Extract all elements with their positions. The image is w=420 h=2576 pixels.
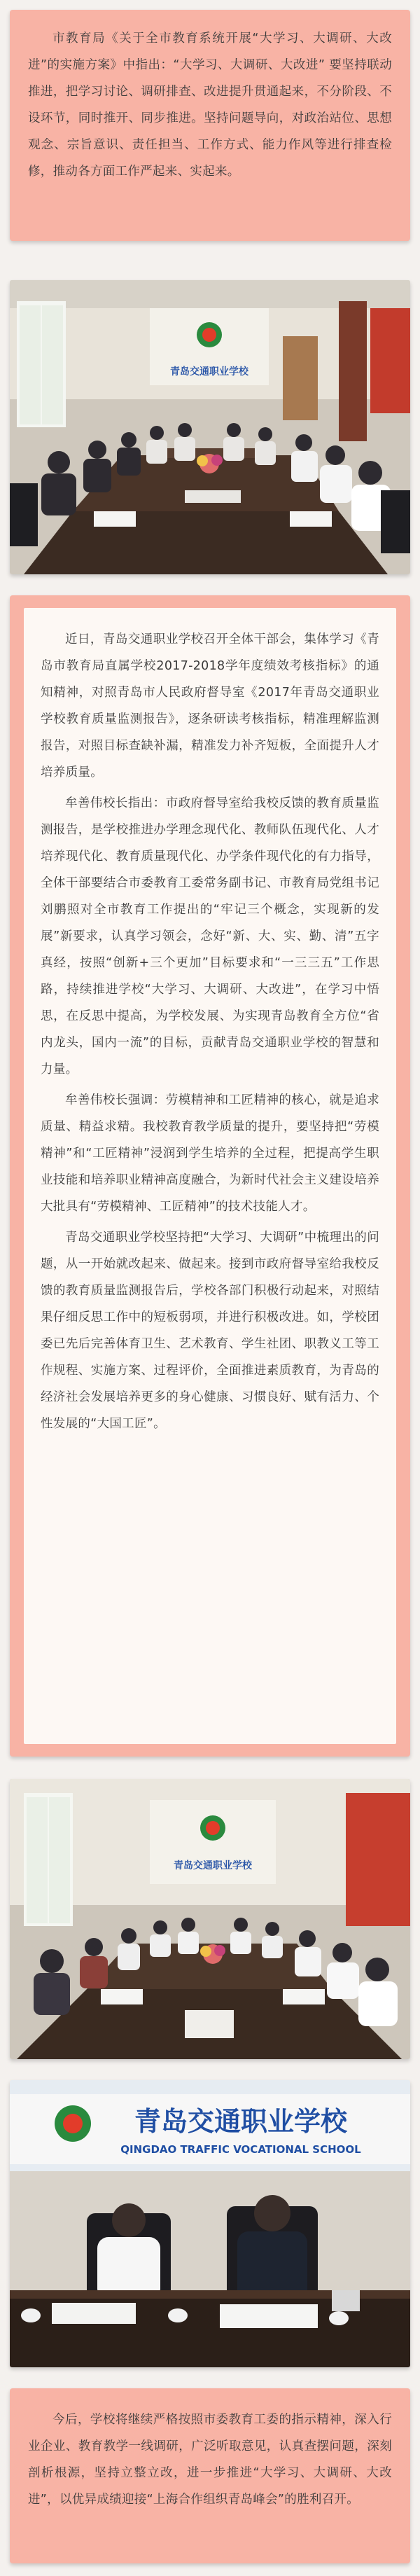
closing-paragraph: 今后，学校将继续严格按照市委教育工委的指示精神，深入行业企业、教育教学一线调研，广泛听取意见，认真查摆问题，深刻剖析根源，坚持立整立改，进一步推进“大学习、大调研、大改进”，以优异成绩迎接“上海合作组织青岛峰会”的胜利召开。 [28,2413,392,2507]
school-sign: 青岛交通职业学校 [134,2106,348,2137]
meeting-photo-2 [10,1779,410,2059]
article-paragraph: 青岛交通职业学校坚持把“大学习、大调研”中梳理出的问题，从一开始就改起来、做起来。接到市政府督导室给我校反馈的教育质量监测报告后，学校各部门积极行动起来，对照结果仔细反思工作中的短板弱项，并进行积极改进。如，学校团委已先后完善体育卫生、艺术教育、学生社团、职教义工等工作规程、实施方案、过程评价，全面推进素质教育，为青岛的经济社会发展培养更多的身心健康、习惯良好、赋有活力、个性发展的“大国工匠”。 [41,1231,379,1431]
closing-box [10,2388,410,2563]
intro-box [10,10,410,241]
intro-paragraph: 市教育局《关于全市教育系统开展“大学习、大调研、大改进”的实施方案》中指出：“大学习、大调研、大改进” 要坚持联动推进，把学习讨论、调研排查、改进提升贯通起来，不分阶段、不设环节，同时推开、同步推进。坚持问题导向，对政治站位、思想观念、宗旨意识、责任担当、工作方式、能力作风等进行排查检修，推动各方面工作严起来、实起来。 [28,32,392,179]
meeting-photo-1 [10,280,410,574]
article-paragraph: 牟善伟校长强调：劳模精神和工匠精神的核心，就是追求质量、精益求精。我校教育教学质量的提升，要坚持把“劳模精神”和“工匠精神”浸润到学生培养的全过程，把提高学生职业技能和培养职业精神高度融合，为新时代社会主义建设培养大批具有“劳模精神、工匠精神”的技术技能人才。 [41,1093,379,1214]
meeting-photo-3 [10,2080,410,2367]
room-sign: 青岛交通职业学校 [170,366,248,378]
room-sign: 青岛交通职业学校 [174,1860,252,1871]
article-box [10,595,410,1757]
article-paragraph: 近日，青岛交通职业学校召开全体干部会，集体学习《青岛市教育局直属学校2017-2018学年度绩效考核指标》的通知精神，对照青岛市人民政府督导室《2017年青岛交通职业学校教育质量监测报告》，逐条研读考核指标，精准理解监测报告，对照目标查缺补漏，精准发力补齐短板，全面提升人才培养质量。 [41,632,379,780]
article-inner [24,608,396,1744]
article-paragraph: 牟善伟校长指出：市政府督导室给我校反馈的教育质量监测报告，是学校推进办学理念现代化、教师队伍现代化、人才培养现代化、教育质量现代化、办学条件现代化的有力指导，全体干部要结合市委教育工委常务副书记、市教育局党组书记刘鹏照对全市教育工作提出的“牢记三个概念，实现新的发展”新要求，认真学习领会，念好“新、大、实、勤、清”五字真经，按照“创新+三个更加”目标要求和“一三三五”工作思路，持续推进学校“大学习、大调研、大改进”，在学习中悟思，在反思中提高，为学校发展、为实现青岛教育全方位“省内龙头，国内一流”的目标，贡献青岛交通职业学校的智慧和力量。 [41,796,379,1076]
school-sign-en: QINGDAO TRAFFIC VOCATIONAL SCHOOL [120,2143,361,2156]
